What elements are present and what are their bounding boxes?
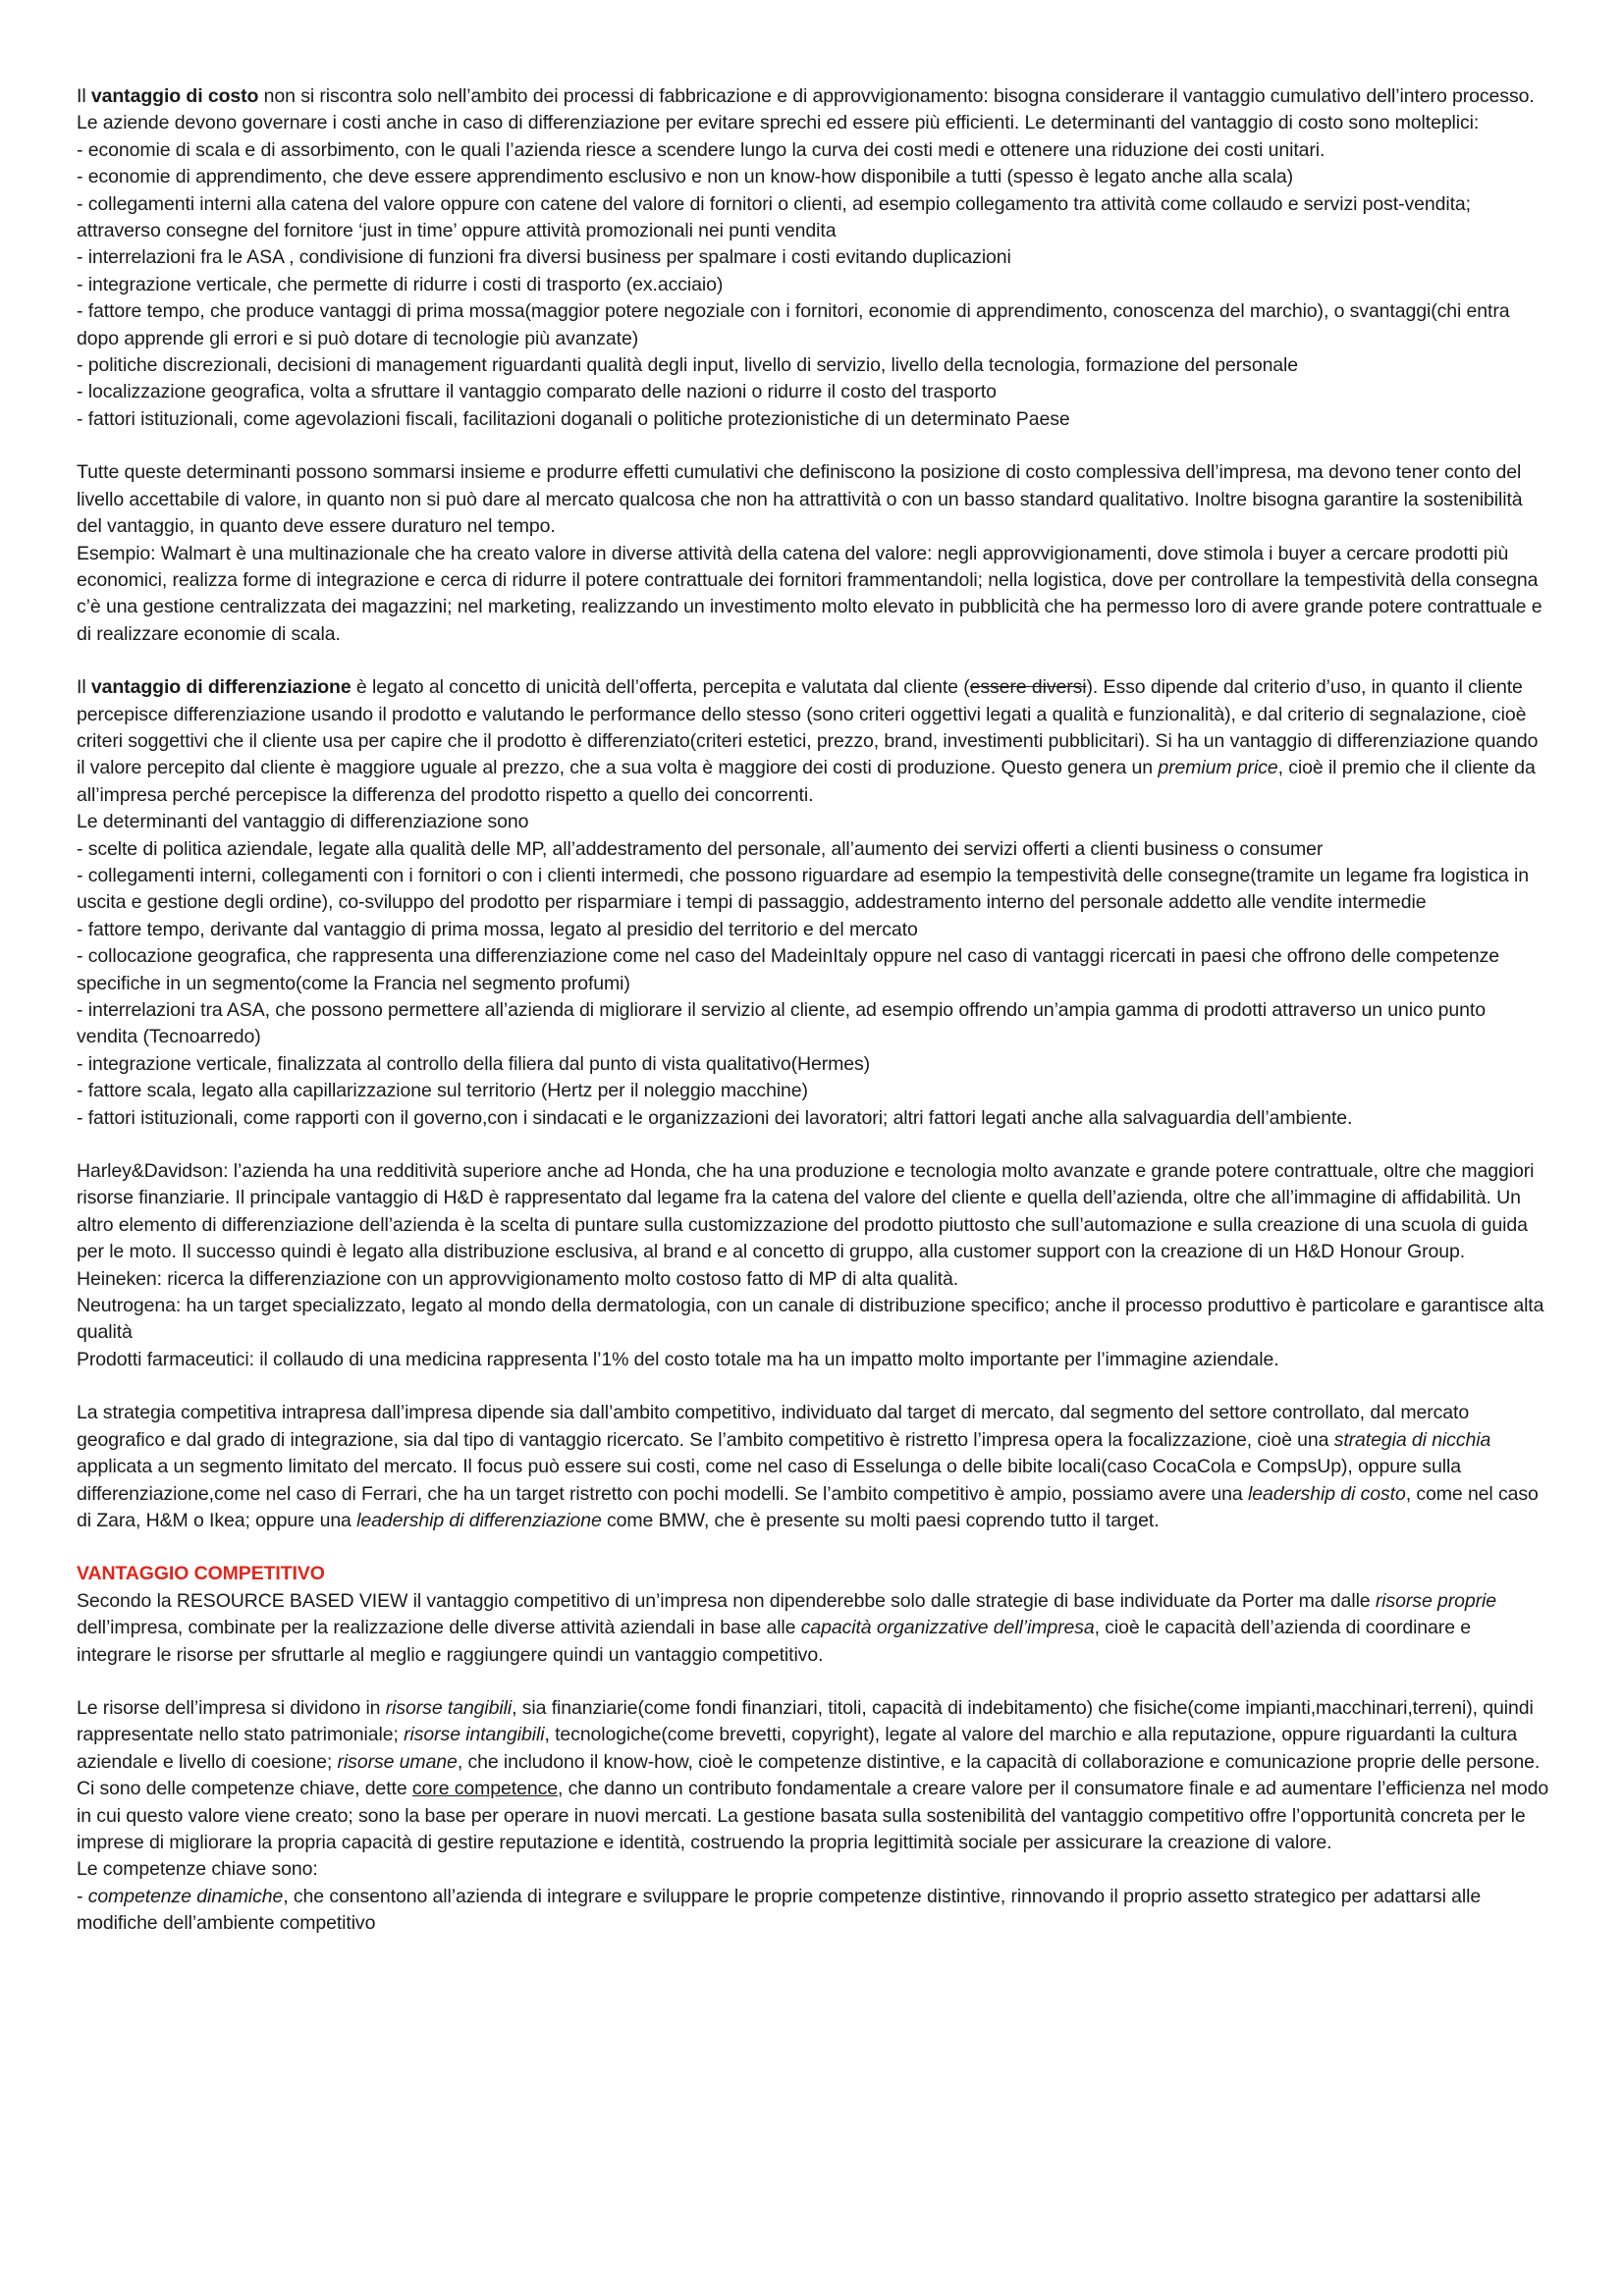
- paragraph-vantaggio-differenziazione: [77, 674, 1549, 809]
- list-item: - fattore scala, legato alla capillarizzazione sul territorio (Hertz per il noleggio macchine): [77, 1080, 808, 1102]
- text: , sia finanziarie(come fondi finanziari, titoli, capacità di indebitamento) che fisiche(come impianti,macchinari,terreni), quindi rappresentate nello stato patrimoniale;: [77, 1696, 1534, 1746]
- paragraph-determinanti-cumulativi: Tutte queste determinanti possono sommarsi insieme e produrre effetti cumulativi che definiscono la posizione di costo complessiva dell’impresa, ma devono tener conto del livello accettabile di valore, in quanto non si può dare al mercato qualcosa che non ha attrattività o con un basso standard qualitativo. Inoltre bisogna garantire la sostenibilità del vantaggio, in quanto deve essere duraturo nel tempo.: [77, 461, 1523, 538]
- strikethrough-text: essere diversi: [969, 676, 1087, 699]
- term-capacita-organizzative: capacità organizzative dell’impresa: [800, 1617, 1095, 1639]
- text: , che danno un contributo fondamentale a creare valore per il consumatore finale e ad aumentare l’efficienza nel modo in cui questo valore viene creato; sono la base per operare in nuovi mercati. La gestione basata sulla sostenibilità del vantaggio competitivo offre l’opportunità concreta per le imprese di migliorare la propria capacità di gestire reputazione e identità, costruendo la propria legittimità sociale per assicurare la creazione di valore.: [77, 1778, 1549, 1853]
- list-item: - politiche discrezionali, decisioni di management riguardanti qualità degli input, livello di servizio, livello della tecnologia, formazione del personale: [77, 354, 1299, 377]
- list-item: - fattore tempo, che produce vantaggi di prima mossa(maggior potere negoziale con i fornitori, economie di apprendimento, conoscenza del marchio), o svantaggi(chi entra dopo apprende gli errori e si può dotare di tecnologie più avanzate): [77, 300, 1510, 349]
- term-vantaggio-di-differenziazione: vantaggio di differenziazione: [90, 676, 352, 699]
- list-item: - localizzazione geografica, volta a sfruttare il vantaggio comparato delle nazioni o ridurre il costo del trasporto: [77, 381, 997, 403]
- spacer: [77, 1669, 1549, 1695]
- paragraph-vantaggio-costo: [77, 83, 1549, 137]
- paragraph-resource-based-view: [77, 1588, 1549, 1669]
- term-leadership-di-differenziazione: leadership di differenziazione: [356, 1509, 602, 1531]
- term-risorse-umane: risorse umane: [337, 1750, 458, 1773]
- spacer: [77, 648, 1549, 674]
- list-item: - fattori istituzionali, come agevolazioni fiscali, facilitazioni doganali o politiche protezionistiche di un determinato Paese: [77, 407, 1070, 430]
- paragraph-core-competence: [77, 1776, 1549, 1856]
- text: , come nel caso di Zara, H&M o Ikea; oppure una: [77, 1482, 1539, 1531]
- spacer: [77, 1132, 1549, 1158]
- list-item: - integrazione verticale, finalizzata al controllo della filiera dal punto di vista qualitativo(Hermes): [77, 1052, 871, 1075]
- paragraph-competenze-chiave: Le competenze chiave sono:: [77, 1858, 318, 1881]
- text: ). Esso dipende dal criterio d’uso, in quanto il cliente percepisce differenziazione usando il prodotto e valutando le performance dello stesso (sono criteri oggettivi legati a qualità e funzionalità), e dal criterio di segnalazione, cioè criteri soggettivi che il cliente usa per capire che il prodotto è differenziato(criteri estetici, prezzo, brand, investimenti pubblicitari). Si ha un vantaggio di differenziazione quando il valore percepito dal cliente è maggiore uguale al prezzo, che a sua volta è maggiore dei costi di produzione. Questo genera un: [77, 676, 1539, 779]
- list-item: - integrazione verticale, che permette di ridurre i costi di trasporto (ex.acciaio): [77, 273, 724, 295]
- paragraph-esempio-walmart: Esempio: Walmart è una multinazionale che ha creato valore in diverse attività della catena del valore: negli approvvigionamenti, dove stimola i buyer a cercare prodotti più economici, realizza forme di integrazione e cerca di ridurre il potere contrattuale dei fornitori frammentandoli; nella logistica, dove per controllare la tempestività della consegna c’è una gestione centralizzata dei magazzini; nel marketing, realizzando un investimento molto elevato in pubblicità che ha permesso loro di avere grande potere contrattuale e di realizzare economie di scala.: [77, 542, 1542, 645]
- term-leadership-di-costo: leadership di costo: [1248, 1482, 1406, 1505]
- list-item: - collocazione geografica, che rappresenta una differenziazione come nel caso del MadeinItaly oppure nel caso di vantaggi ricercati in paesi che offrono delle competenze specifiche in un segmento(come la Francia nel segmento profumi): [77, 945, 1500, 994]
- spacer: [77, 1534, 1549, 1561]
- term-risorse-tangibili: risorse tangibili: [385, 1696, 513, 1719]
- list-item: - interrelazioni fra le ASA , condivisione di funzioni fra diversi business per spalmare i costi evitando duplicazioni: [77, 246, 1011, 269]
- list-item: [77, 1884, 1549, 1938]
- term-vantaggio-di-costo: vantaggio di costo: [90, 85, 259, 107]
- term-risorse-intangibili: risorse intangibili: [404, 1724, 545, 1746]
- text: dell’impresa, combinate per la realizzazione delle diverse attività aziendali in base alle: [77, 1617, 801, 1639]
- term-core-competence: core competence: [411, 1778, 558, 1800]
- text: Le risorse dell’impresa si dividono in: [77, 1696, 386, 1719]
- list-item: - economie di apprendimento, che deve essere apprendimento esclusivo e non un know-how disponibile a tutti (spesso è legato anche alla scala): [77, 166, 1293, 188]
- text: La strategia competitiva intrapresa dall’impresa dipende sia dall’ambito competitivo, individuato dal target di mercato, dal segmento del settore controllato, dal mercato geografico e dal grado di integrazione, sia dal tipo di vantaggio ricercato. Se l’ambito competitivo è ristretto l’impresa opera la focalizzazione, cioè una: [77, 1402, 1470, 1451]
- text: applicata a un segmento limitato del mercato. Il focus può essere sui costi, come nel caso di Esselunga o delle bibite locali(caso CocaCola e CompsUp), oppure sulla differenziazione,come nel caso di Ferrari, che ha un target ristretto con pochi modelli. Se l’ambito competitivo è ampio, possiamo avere una: [77, 1456, 1462, 1505]
- paragraph-strategia-competitiva: [77, 1400, 1549, 1534]
- text: , che consentono all’azienda di integrare e sviluppare le proprie competenze distintive, rinnovando il proprio assetto strategico per adattarsi alle modifiche dell’ambiente competitivo: [77, 1885, 1482, 1935]
- list-item: - collegamenti interni alla catena del valore oppure con catene del valore di fornitori o clienti, ad esempio collegamento tra attività come collaudo e servizi post-vendita; attraverso consegne del fornitore ‘just in time’ oppure attività promozionali nei punti vendita: [77, 192, 1471, 242]
- section-heading: VANTAGGIO COMPETITIVO: [77, 1563, 325, 1585]
- term-risorse-proprie: risorse proprie: [1375, 1589, 1497, 1612]
- term-strategia-di-nicchia: strategia di nicchia: [1333, 1428, 1491, 1451]
- text: Ci sono delle competenze chiave, dette: [77, 1778, 412, 1800]
- text: è legato al concetto di unicità dell’offerta, percepita e valutata dal cliente (: [351, 676, 970, 699]
- term-competenze-dinamiche: competenze dinamiche: [87, 1885, 284, 1907]
- paragraph-example-farmaceutici: Prodotti farmaceutici: il collaudo di una medicina rappresenta l’1% del costo totale ma ha un impatto molto importante per l’immagine aziendale.: [77, 1348, 1279, 1370]
- list-item: - fattore tempo, derivante dal vantaggio di prima mossa, legato al presidio del territorio e del mercato: [77, 918, 918, 940]
- text: , tecnologiche(come brevetti, copyright), legate al valore del marchio e alla reputazione, oppure riguardanti la cultura aziendale e livello di coesione;: [77, 1724, 1518, 1773]
- paragraph-example-heineken: Heineken: ricerca la differenziazione con un approvvigionamento molto costoso fatto di MP di alta qualità.: [77, 1267, 959, 1290]
- paragraph-determinanti-intro: Le determinanti del vantaggio di differenziazione sono: [77, 811, 529, 833]
- list-item: - collegamenti interni, collegamenti con i fornitori o con i clienti intermedi, che possono riguardare ad esempio la tempestività delle consegne(tramite un legame fra logistica in uscita e gestione degli ordine), co-sviluppo del prodotto per risparmiare i tempi di passaggio, addestramento interno del personale addetto alle vendite intermedie: [77, 864, 1529, 914]
- document-page: [77, 83, 1549, 1938]
- term-premium-price: premium price: [1158, 757, 1278, 779]
- text: , che includono il know-how, cioè le competenze distintive, e la capacità di collaborazione e comunicazione proprie delle persone.: [457, 1750, 1541, 1773]
- paragraph-example-harley-davidson: Harley&Davidson: l’azienda ha una redditività superiore anche ad Honda, che ha una produzione e tecnologia molto avanzate e grande potere contrattuale, oltre che maggiori risorse finanziarie. Il principale vantaggio di H&D è rappresentato dal legame fra la catena del valore del cliente e quella dell’azienda, oltre che all’immagine di affidabilità. Un altro elemento di differenziazione dell’azienda è la scelta di puntare sulla customizzazione del prodotto piuttosto che sull’automazione e sulla creazione di una scuola di guida per le moto. Il successo quindi è legato alla distribuzione esclusiva, al brand e al concetto di gruppo, alla customer support con la creazione di un H&D Honour Group.: [77, 1160, 1535, 1263]
- paragraph-risorse: [77, 1695, 1549, 1776]
- list-item: - economie di scala e di assorbimento, con le quali l’azienda riesce a scendere lungo la curva dei costi medi e ottenere una riduzione dei costi unitari.: [77, 138, 1325, 161]
- text: Secondo la RESOURCE BASED VIEW il vantaggio competitivo di un’impresa non dipenderebbe solo dalle strategie di base individuate da Porter ma dalle: [77, 1589, 1376, 1612]
- spacer: [77, 1373, 1549, 1400]
- text: Il: [77, 676, 91, 699]
- text: , cioè le capacità dell’azienda di coordinare e integrare le risorse per sfruttarle al meglio e raggiungere quindi un vantaggio competitivo.: [77, 1617, 1472, 1666]
- text: Il: [77, 85, 91, 107]
- spacer: [77, 433, 1549, 459]
- text: , cioè il premio che il cliente da all’impresa perché percepisce la differenza del prodotto rispetto a quello dei concorrenti.: [77, 757, 1536, 806]
- list-item: - scelte di politica aziendale, legate alla qualità delle MP, all’addestramento del personale, all’aumento dei servizi offerti a clienti business o consumer: [77, 837, 1324, 860]
- text: -: [77, 1885, 88, 1907]
- paragraph-example-neutrogena: Neutrogena: ha un target specializzato, legato al mondo della dermatologia, con un canale di distribuzione specifico; anche il processo produttivo è particolare e garantisce alta qualità: [77, 1295, 1544, 1344]
- list-item: - interrelazioni tra ASA, che possono permettere all’azienda di migliorare il servizio al cliente, ad esempio offrendo un’ampia gamma di prodotti attraverso un unico punto vendita (Tecnoarredo): [77, 999, 1486, 1048]
- list-item: - fattori istituzionali, come rapporti con il governo,con i sindacati e le organizzazioni dei lavoratori; altri fattori legati anche alla salvaguardia dell’ambiente.: [77, 1106, 1353, 1129]
- text: come BMW, che è presente su molti paesi coprendo tutto il target.: [601, 1509, 1160, 1531]
- text: non si riscontra solo nell’ambito dei processi di fabbricazione e di approvvigionamento: bisogna considerare il vantaggio cumulativo dell’intero processo. Le aziende devono governare i costi anche in caso di differenziazione per evitare sprechi ed essere più efficienti. Le determinanti del vantaggio di costo sono molteplici:: [77, 85, 1535, 134]
